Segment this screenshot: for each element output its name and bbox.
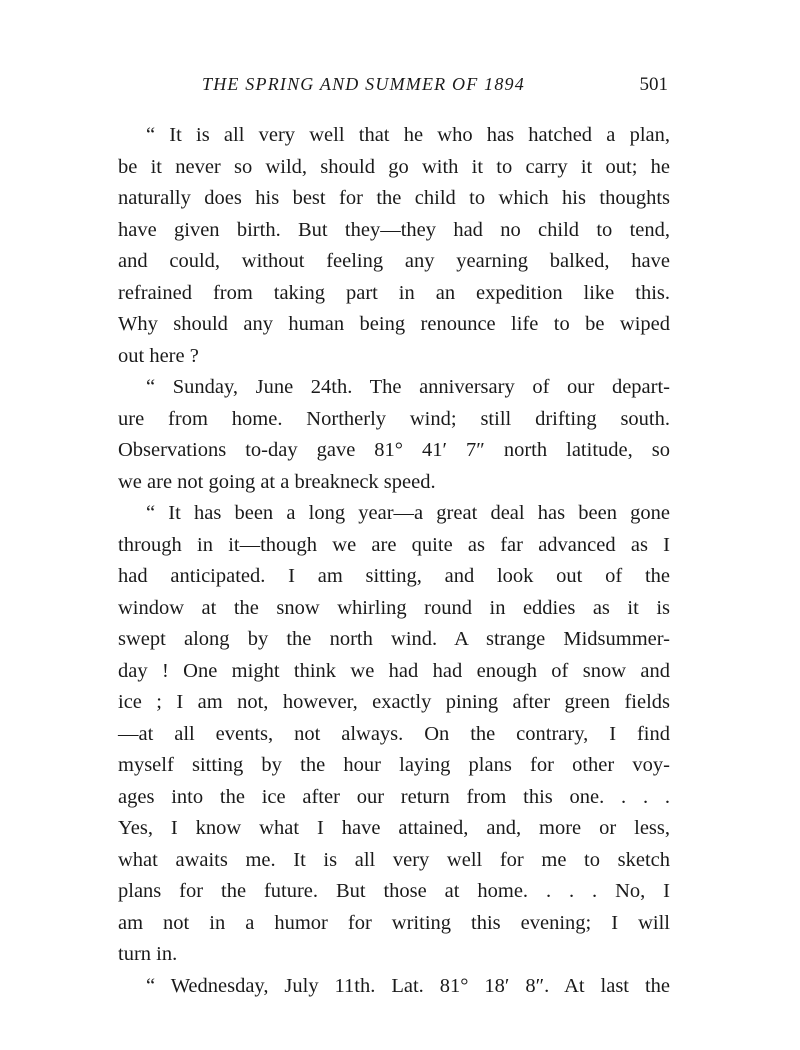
text-line: ages into the ice after our return from this one. . . . <box>118 785 670 808</box>
text-line: through in it—though we are quite as far advanced as I <box>118 533 670 556</box>
text-line: Observations to-day gave 81° 41′ 7″ north latitude, so <box>118 439 670 461</box>
text-line: we are not going at a breakneck speed. <box>118 470 436 493</box>
text-line: am not in a humor for writing this evening; I will <box>118 911 670 934</box>
text-line: turn in. <box>118 943 178 965</box>
text-line: naturally does his best for the child to which his thoughts <box>118 187 670 209</box>
body-text <box>118 120 670 1002</box>
text-line: Why should any human being renounce life to be wiped <box>118 313 670 335</box>
text-line: —at all events, not always. On the contrary, I find <box>118 722 670 745</box>
text-line: “ It has been a long year—a great deal has been gone <box>146 502 670 524</box>
text-line: Yes, I know what I have attained, and, more or less, <box>118 817 670 839</box>
running-head <box>118 74 670 98</box>
text-line: plans for the future. But those at home. . . . No, I <box>118 880 670 902</box>
text-line: “ Wednesday, July 11th. Lat. 81° 18′ 8″. At last the <box>146 974 670 997</box>
text-line: myself sitting by the hour laying plans for other voy- <box>118 754 670 776</box>
text-line: ure from home. Northerly wind; still drifting south. <box>118 407 670 430</box>
text-line: swept along by the north wind. A strange Midsummer- <box>118 628 670 650</box>
text-line: be it never so wild, should go with it to carry it out; he <box>118 155 670 178</box>
text-line: “ It is all very well that he who has hatched a plan, <box>146 124 670 146</box>
text-line: out here ? <box>118 344 199 367</box>
text-line: have given birth. But they—they had no child to tend, <box>118 218 670 241</box>
text-line: day ! One might think we had had enough of snow and <box>118 659 670 682</box>
running-title: THE SPRING AND SUMMER OF 1894 <box>202 74 525 94</box>
text-line: ice ; I am not, however, exactly pining after green fields <box>118 691 670 713</box>
text-line: and could, without feeling any yearning balked, have <box>118 250 670 272</box>
text-line: had anticipated. I am sitting, and look out of the <box>118 565 670 587</box>
text-line: refrained from taking part in an expedition like this. <box>118 281 670 304</box>
text-line: “ Sunday, June 24th. The anniversary of our depart- <box>146 376 670 398</box>
text-line: what awaits me. It is all very well for me to sketch <box>118 848 670 871</box>
page-number: 501 <box>639 74 668 95</box>
text-line: window at the snow whirling round in eddies as it is <box>118 596 670 619</box>
